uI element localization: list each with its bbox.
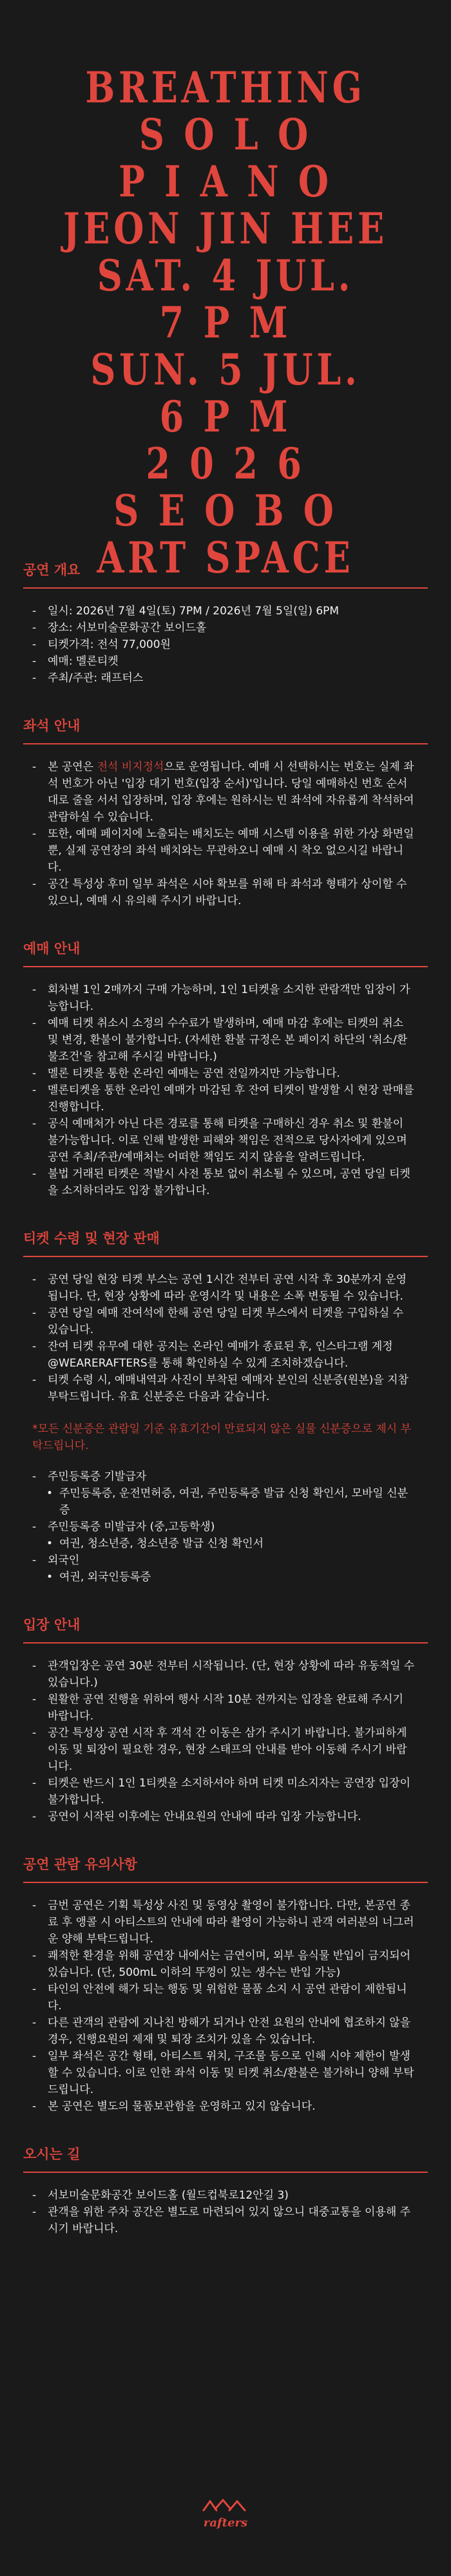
item-text: 공연 당일 예매 잔여석에 한해 공연 당일 티켓 부스에서 티켓을 구입하실 수 있습니다. [48, 1307, 404, 1336]
list-item [0, 1808, 451, 1825]
list-item [0, 1947, 451, 1981]
bullet-dash: - [32, 2016, 37, 2029]
bullet-dash: - [32, 1340, 37, 1353]
item-text: 일시: 2026년 7월 4일(토) 7PM / 2026년 7월 5일(일) 6PM [48, 605, 340, 618]
bullet-dash: - [32, 1554, 37, 1567]
bullet-dash: - [32, 605, 37, 618]
item-text: 외국인 [48, 1554, 80, 1567]
bullet-dash: • [46, 1537, 53, 1550]
hero-line: BREATHING [85, 62, 366, 113]
hero-line: 7 P M [159, 298, 292, 348]
bullet-dash: • [46, 1487, 53, 1500]
item-text: 여권, 청소년증, 청소년증 발급 신청 확인서 [59, 1537, 264, 1550]
bullet-list [0, 744, 451, 909]
list-item [0, 826, 451, 876]
item-text: 공연이 시작된 이후에는 안내요원의 안내에 따라 입장 가능합니다. [48, 1810, 361, 1823]
bullet-list [0, 1643, 451, 1825]
item-text: 관객을 위한 주차 공간은 별도로 마련되어 있지 않으니 대중교통을 이용해 주시기 바랍니다. [48, 2206, 411, 2235]
bullet-dash: - [32, 1470, 37, 1483]
list-item [0, 2187, 451, 2204]
list-item [0, 2204, 451, 2237]
list-item [0, 1468, 451, 1485]
item-text: 멜론 티켓을 통한 온라인 예매는 공연 전일까지만 가능합니다. [48, 1067, 340, 1080]
bullet-dash: - [32, 2100, 37, 2113]
list-item [0, 1485, 451, 1519]
item-text: 타인의 안전에 해가 되는 행동 및 위험한 물품 소지 시 공연 관람이 제한됩니다. [48, 1983, 407, 2012]
bullet-dash: - [32, 1983, 37, 1996]
bullet-dash: - [32, 1307, 37, 1320]
list-item [0, 1305, 451, 1338]
list-item [0, 981, 451, 1015]
list-item [0, 1115, 451, 1166]
bullet-dash: - [32, 1810, 37, 1823]
hero-line: JEON JIN HEE [62, 204, 389, 254]
logo-mark [197, 2496, 254, 2514]
item-text: 잔여 티켓 유무에 대한 공지는 온라인 예매가 종료된 후, 인스타그램 계정 @WEARERAFTERS를 통해 확인하실 수 있게 조치하겠습니다. [48, 1340, 393, 1370]
bullet-dash: - [32, 1067, 37, 1080]
bullet-dash: - [32, 1273, 37, 1286]
section-title: 공연 관람 유의사항 [23, 1857, 137, 1872]
item-highlight: 전석 비지정석 [97, 761, 164, 773]
item-text: 불법 거래된 티켓은 적발시 사전 통보 없이 취소될 수 있으며, 공연 당일 티켓을 소지하더라도 입장 불가합니다. [48, 1168, 410, 1197]
bullet-dash: - [32, 1017, 37, 1030]
bullet-dash: - [32, 828, 37, 840]
hero-line: ART SPACE [97, 533, 354, 583]
item-text: 쾌적한 환경을 위해 공연장 내에서는 금연이며, 외부 음식물 반입이 금지되어 있습니다. (단, 500mL 이하의 뚜껑이 있는 생수는 반입 가능) [48, 1949, 411, 1979]
item-text: 주민등록증 기발급자 [48, 1470, 147, 1483]
item-text: 일부 좌석은 공간 형태, 아티스트 위치, 구조물 등으로 인해 시야 제한이 발생할 수 있습니다. 이로 인한 좌석 이동 및 티켓 취소/환불은 불가하니 양해 부탁드립니다. [48, 2050, 414, 2096]
list-item [0, 1271, 451, 1305]
item-text: 금번 공연은 기획 특성상 사진 및 동영상 촬영이 불가합니다. 다만, 본공연 종료 후 앵콜 시 아티스트의 안내에 따라 촬영이 가능하니 관객 여러분의 너그러운 양해 부탁드립니다. [48, 1899, 414, 1946]
bullet-dash: - [32, 621, 37, 634]
item-text: 장소: 서보미술문화공간 보이드홀 [48, 621, 207, 634]
list-item [0, 1775, 451, 1808]
bullet-dash: - [32, 1660, 37, 1672]
bullet-dash: - [32, 1117, 37, 1130]
list-item [0, 636, 451, 653]
hero-line: S E O B O [113, 486, 338, 536]
info-section [0, 716, 451, 909]
bullet-dash: - [32, 1949, 37, 1962]
bullet-list [0, 967, 451, 1199]
hero-line: 2 0 2 6 [146, 439, 305, 489]
section-title: 티켓 수령 및 현장 판매 [23, 1231, 160, 1246]
list-item [0, 1552, 451, 1569]
bullet-dash: - [32, 1777, 37, 1790]
item-text: 관객입장은 공연 30분 전부터 시작됩니다. (단, 현장 상황에 따라 유동적일 수 있습니다.) [48, 1660, 415, 1689]
list-item [0, 1725, 451, 1775]
bullet-dash: - [32, 1520, 37, 1533]
bullet-dash: - [32, 1374, 37, 1387]
info-section [0, 2145, 451, 2237]
bullet-list [0, 2173, 451, 2237]
bullet-dash: • [46, 1571, 53, 1584]
bullet-dash: - [32, 1168, 37, 1180]
bullet-dash: - [32, 672, 37, 685]
bullet-list [0, 1257, 451, 1405]
bullet-dash: - [32, 878, 37, 891]
info-section [0, 1229, 451, 1586]
item-text: 여권, 외국인등록증 [59, 1571, 151, 1584]
list-item [0, 2048, 451, 2098]
bullet-dash: - [32, 638, 37, 651]
info-section [0, 1615, 451, 1825]
bullet-list [0, 1883, 451, 2115]
item-text: 멜론티켓을 통한 온라인 예매가 마감된 후 잔여 티켓이 발생할 시 현장 판매를 진행합니다. [48, 1084, 414, 1113]
bullet-dash: - [32, 1693, 37, 1706]
bullet-dash: - [32, 2189, 37, 2202]
hero-line: 6 P M [159, 392, 292, 442]
list-item [0, 653, 451, 670]
bullet-dash: - [32, 655, 37, 668]
list-item [0, 1658, 451, 1691]
rafters-logo-icon [197, 2496, 254, 2535]
hero-line: SUN. 5 JUL. [90, 345, 361, 395]
item-text: 예매 티켓 취소시 소정의 수수료가 발생하며, 예매 마감 후에는 티켓의 취소 및 변경, 환불이 불가합니다. (자세한 환불 규정은 본 페이지 하단의 '취소/환불조건'을 참고해 주시길 바랍니다.) [48, 1017, 408, 1063]
id-note: *모든 신분증은 관람일 기준 유효기간이 만료되지 않은 실물 신분증으로 제시 부탁드립니다. [32, 1423, 412, 1452]
hero-line: S O L O [139, 109, 312, 160]
info-section [0, 560, 451, 687]
item-text: 공식 예매처가 아닌 다른 경로를 통해 티켓을 구매하신 경우 취소 및 환불이 불가능합니다. 이로 인해 발생한 피해와 책임은 전적으로 당사자에게 있으며 공연 주최/주관/예매처는 어떠한 책임도 지지 않음을 알려드립니다. [48, 1117, 407, 1164]
item-text: 서보미술문화공간 보이드홀 (월드컵북로12안길 3) [48, 2189, 289, 2202]
item-text: 공간 특성상 공연 시작 후 객석 간 이동은 삼가 주시기 바랍니다. 불가피하게 이동 및 퇴장이 필요한 경우, 현장 스태프의 안내를 받아 이동해 주시기 바랍니다. [48, 1727, 407, 1773]
list-item [0, 620, 451, 636]
hero-title [0, 0, 451, 582]
item-text: 공간 특성상 후미 일부 좌석은 시야 확보를 위해 타 좌석과 형태가 상이할 수 있으니, 예매 시 유의해 주시기 바랍니다. [48, 878, 407, 907]
list-item [0, 876, 451, 909]
bullet-dash: - [32, 761, 37, 773]
list-item [0, 603, 451, 620]
item-text: 또한, 예매 페이지에 노출되는 배치도는 예매 시스템 이용을 위한 가상 화면일 뿐, 실제 공연장의 좌석 배치와는 무관하오니 예매 시 착오 없으시길 바랍니다. [48, 828, 414, 874]
bullet-dash: - [32, 1899, 37, 1912]
list-item [0, 1519, 451, 1535]
section-title: 공연 개요 [23, 562, 81, 578]
list-item [0, 2014, 451, 2048]
bullet-dash: - [32, 1727, 37, 1739]
info-content [0, 560, 451, 2237]
item-text: 티켓은 반드시 1인 1티켓을 소지하셔야 하며 티켓 미소지자는 공연장 입장이 불가합니다. [48, 1777, 410, 1806]
section-title: 예매 안내 [23, 941, 81, 956]
item-text: 공연 당일 현장 티켓 부스는 공연 1시간 전부터 공연 시작 후 30분까지 운영됩니다. 단, 현장 상황에 따라 운영시각 및 내용은 소폭 변동될 수 있습니다. [48, 1273, 407, 1303]
list-item [0, 1015, 451, 1065]
item-text: 예매: 멜론티켓 [48, 655, 119, 668]
list-item [0, 759, 451, 826]
logo-text: rafters [203, 2516, 248, 2530]
item-text: 주최/주관: 래프터스 [48, 672, 144, 685]
section-title: 오시는 길 [23, 2146, 81, 2162]
bullet-dash: - [32, 1084, 37, 1097]
bullet-dash: - [32, 983, 37, 996]
item-text: 티켓 수령 시, 예매내역과 사진이 부착된 예매자 본인의 신분증(원본)을 지참 부탁드립니다. 유효 신분증은 다음과 같습니다. [48, 1374, 408, 1403]
list-item [0, 1535, 451, 1552]
list-item [0, 1691, 451, 1725]
bullet-list [0, 1454, 451, 1586]
list-item [0, 1338, 451, 1372]
list-item [0, 1569, 451, 1586]
hero-line: SAT. 4 JUL. [97, 251, 354, 301]
list-item [0, 1981, 451, 2014]
list-item [0, 1082, 451, 1115]
item-text: 으로 운영됩니다. 예매 시 선택하시는 번호는 실제 좌석 번호가 아닌 '입장 대기 번호(입장 순서)'입니다. 당일 예매하신 번호 순서대로 줄을 서서 입장하며, 입장 후에는 원하시는 빈 좌석에 자유롭게 착석하여 관람하실 수 있습니다. [48, 761, 414, 824]
list-item [0, 670, 451, 687]
item-text: 본 공연은 별도의 물품보관함을 운영하고 있지 않습니다. [48, 2100, 316, 2113]
item-text: 티켓가격: 전석 77,000원 [48, 638, 171, 651]
info-section [0, 939, 451, 1199]
item-text: 주민등록증 미발급자 (중,고등학생) [48, 1520, 215, 1533]
list-item [0, 1166, 451, 1199]
item-text: 본 공연은 [48, 761, 97, 773]
list-item [0, 1065, 451, 1082]
item-text: 다른 관객의 관람에 지나친 방해가 되거나 안전 요원의 안내에 협조하지 않을 경우, 진행요원의 제재 및 퇴장 조치가 있을 수 있습니다. [48, 2016, 411, 2046]
info-section [0, 1855, 451, 2115]
list-item [0, 1897, 451, 1947]
hero-line: P I A N O [119, 156, 332, 207]
item-text: 회차별 1인 2매까지 구매 가능하며, 1인 1티켓을 소지한 관람객만 입장이 가능합니다. [48, 983, 410, 1013]
section-title: 입장 안내 [23, 1617, 81, 1633]
item-text: 원활한 공연 진행을 위하여 행사 시작 10분 전까지는 입장을 완료해 주시기 바랍니다. [48, 1693, 403, 1723]
bullet-dash: - [32, 2206, 37, 2219]
bullet-list [0, 589, 451, 687]
list-item [0, 1372, 451, 1405]
item-text: 주민등록증, 운전면허증, 여권, 주민등록증 발급 신청 확인서, 모바일 신분증 [59, 1487, 408, 1517]
list-item [0, 2098, 451, 2115]
bullet-dash: - [32, 2050, 37, 2063]
section-title: 좌석 안내 [23, 718, 81, 734]
